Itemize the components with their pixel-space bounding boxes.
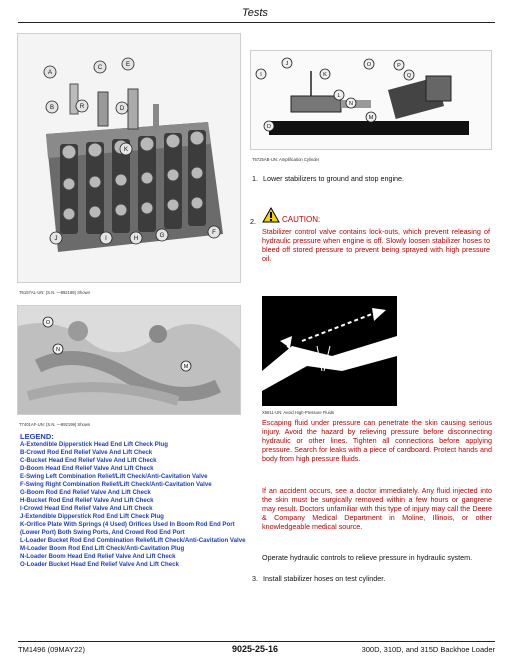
callout-k: K xyxy=(123,147,129,153)
amplification-cylinder-image xyxy=(251,51,492,150)
callout-r: R xyxy=(79,104,85,110)
legend-item: H-Bucket Rod End Relief Valve And Lift Check xyxy=(20,497,154,504)
callout-j: J xyxy=(54,236,58,242)
legend-item: D-Boom Head End Relief Valve And Lift Check xyxy=(20,465,154,472)
footer-page-number: 9025-25-16 xyxy=(231,644,279,654)
legend-item: J-Extendible Dipperstick Rod End Lift Check Plug xyxy=(20,513,164,520)
footer-rule xyxy=(18,641,495,642)
callout-n: N xyxy=(349,101,353,107)
caution-label: CAUTION: xyxy=(282,215,321,224)
high-pressure-warning-figure xyxy=(262,296,397,406)
control-valve-image xyxy=(18,34,241,283)
operate-instruction: Operate hydraulic controls to relieve pressure in hydraulic system. xyxy=(262,553,473,562)
legend-title: LEGEND: xyxy=(20,432,54,441)
warning-paragraph-2: If an accident occurs, see a doctor immediately. Any fluid injected into the skin must be surgically removed within a few hours or gangrene may result. Doctors unfamiliar with this type of injury may call the Deere & Company Medical Department in Moline, Illinois, or other knowledgeable medical source. xyxy=(262,486,492,531)
page-section-title: Tests xyxy=(242,7,268,19)
legend-item: O-Loader Bucket Head End Relief Valve And Lift Check xyxy=(20,561,179,568)
callout-a: A xyxy=(47,70,53,76)
callout-n: N xyxy=(56,347,60,353)
caution-triangle-icon xyxy=(262,207,280,223)
caution-text: Stabilizer control valve contains lock-outs, which prevent releasing of hydraulic pressure when engine is off. Slowly loosen stabilizer hoses to bleed off stored pressure to prevent being sprayed with high pressure oil. xyxy=(262,227,490,263)
callout-b: B xyxy=(49,105,55,111)
footer-model: 300D, 310D, and 315D Backhoe Loader xyxy=(361,645,495,654)
legend-item: N-Loader Boom Head End Relief Valve And Lift Check xyxy=(20,553,176,560)
step-1-number: 1. xyxy=(252,174,258,183)
callout-i: I xyxy=(105,236,107,242)
callout-f: F xyxy=(212,230,216,236)
callout-p: P xyxy=(397,63,401,69)
footer-manual-id: TM1496 (09MAY22) xyxy=(18,645,85,654)
control-valve-figure xyxy=(17,33,241,283)
warning-paragraph-1: Escaping fluid under pressure can penetrate the skin causing serious injury. Avoid the hazard by relieving pressure before disconnecting hydraulic or other lines. Tighten all connections before applying pressure. Search for leaks with a piece of cardboard. Protect hands and body from high pressure fluids. xyxy=(262,418,492,463)
figure4-caption: X9811-UN: Avoid High-Pressure Fluids xyxy=(262,410,334,415)
legend-item: B-Crowd Rod End Relief Valve And Lift Check xyxy=(20,449,153,456)
callout-m: M xyxy=(368,115,374,121)
callout-l: L xyxy=(337,93,341,99)
step-3-text: Install stabilizer hoses on test cylinder. xyxy=(263,574,386,583)
callout-e: E xyxy=(125,62,131,68)
callout-o: O xyxy=(45,320,51,326)
step-1-text: Lower stabilizers to ground and stop engine. xyxy=(263,174,405,183)
header-rule xyxy=(18,22,495,23)
callout-c: C xyxy=(97,65,103,71)
legend-item: C-Bucket Head End Relief Valve And Lift Check xyxy=(20,457,157,464)
callout-o: O xyxy=(366,62,372,68)
figure2-caption: T6725AB-UN: Amplification Cylinder xyxy=(252,157,320,162)
figure3-caption: T7401AF-UN: (S.N. —892199) Shown xyxy=(19,422,91,427)
callout-d: D xyxy=(119,106,125,112)
legend-list xyxy=(20,441,255,569)
step-3-number: 3. xyxy=(252,574,258,583)
callout-j: J xyxy=(285,61,289,67)
loader-valve-image xyxy=(18,306,241,415)
callout-h: H xyxy=(133,236,139,242)
legend-item: I-Crowd Head End Relief Valve And Lift Check xyxy=(20,505,153,512)
high-pressure-warning-image xyxy=(262,296,397,406)
callout-q: Q xyxy=(406,73,412,79)
loader-valve-figure xyxy=(17,305,241,415)
callout-k: K xyxy=(323,72,327,78)
callout-m: M xyxy=(183,364,189,370)
legend-item: G-Boom Rod End Relief Valve And Lift Check xyxy=(20,489,151,496)
step-2-number: 2. xyxy=(250,217,256,226)
legend-item: K-Orifice Plate With Springs (4 Used) Orifices Used In Boom Rod End Port (Lower Port) Both Swing Ports, And Crowd Rod End Port xyxy=(20,521,235,536)
callout-d: D xyxy=(267,124,271,130)
figure1-caption: T6157AL-UN: (S.N. —892199) Shown xyxy=(19,290,90,295)
amplification-cylinder-figure xyxy=(250,50,492,150)
legend-item: L-Loader Bucket Rod End Combination Relief/Lift Check/Anti-Cavitation Valve xyxy=(20,537,246,544)
legend-item: A-Extendible Dipperstick Head End Lift Check Plug xyxy=(20,441,168,448)
callout-g: G xyxy=(159,233,165,239)
legend-item: M-Loader Boom Rod End Lift Check/Anti-Cavitation Plug xyxy=(20,545,185,552)
legend-item: F-Swing Right Combination Relief/Lift Check/Anti-Cavitation Valve xyxy=(20,481,212,488)
callout-i: I xyxy=(260,72,262,78)
legend-item: E-Swing Left Combination Relief/Lift Check/Anti-Cavitation Valve xyxy=(20,473,208,480)
